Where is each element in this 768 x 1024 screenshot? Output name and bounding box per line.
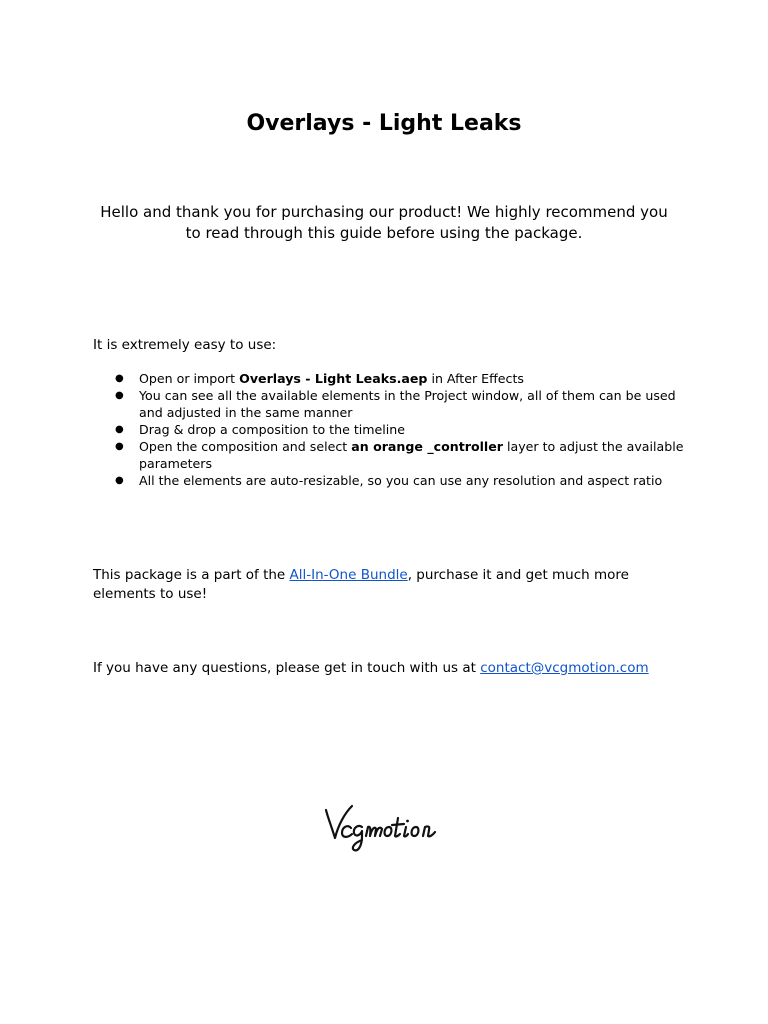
intro-paragraph: Hello and thank you for purchasing our product! We highly recommend you to read through this guide before using the package.: [100, 203, 668, 242]
step-text: Open the composition and select: [139, 439, 352, 454]
bullet-icon: ●: [115, 441, 124, 452]
controller-layer-name: an orange _controller: [351, 439, 503, 454]
step-text: Open or import: [139, 371, 240, 386]
step-text: in After Effects: [427, 371, 524, 386]
step-text: Drag & drop a composition to the timeline: [139, 422, 406, 437]
page-title: Overlays - Light Leaks: [246, 111, 522, 136]
bullet-icon: ●: [115, 373, 124, 384]
bundle-paragraph: [93, 566, 683, 604]
bullet-icon: ●: [115, 475, 124, 486]
list-item: [93, 387, 693, 421]
list-item: [93, 472, 693, 489]
usage-steps-list: [93, 370, 693, 489]
step-text: You can see all the available elements in the Project window, all of them can be used and adjusted in the same manner: [139, 388, 676, 420]
list-item: [93, 370, 693, 387]
contact-text: If you have any questions, please get in touch with us at: [93, 660, 481, 676]
project-file-name: Overlays - Light Leaks.aep: [239, 371, 428, 386]
bundle-text: This package is a part of the: [93, 567, 290, 583]
bundle-text: , purchase it and get much more elements to use!: [93, 567, 629, 602]
step-text: layer to adjust the available parameters: [139, 439, 684, 471]
bullet-icon: ●: [115, 390, 124, 401]
contact-paragraph: [93, 659, 713, 678]
contact-email-link[interactable]: contact@vcgmotion.com: [480, 660, 649, 676]
step-text: All the elements are auto-resizable, so you can use any resolution and aspect ratio: [139, 473, 663, 488]
list-item: [93, 421, 693, 438]
bullet-icon: ●: [115, 424, 124, 435]
list-item: [93, 438, 693, 472]
vcgmotion-logo: [318, 796, 448, 860]
bundle-link[interactable]: All-In-One Bundle: [289, 567, 408, 583]
usage-intro-label: It is extremely easy to use:: [93, 337, 277, 353]
